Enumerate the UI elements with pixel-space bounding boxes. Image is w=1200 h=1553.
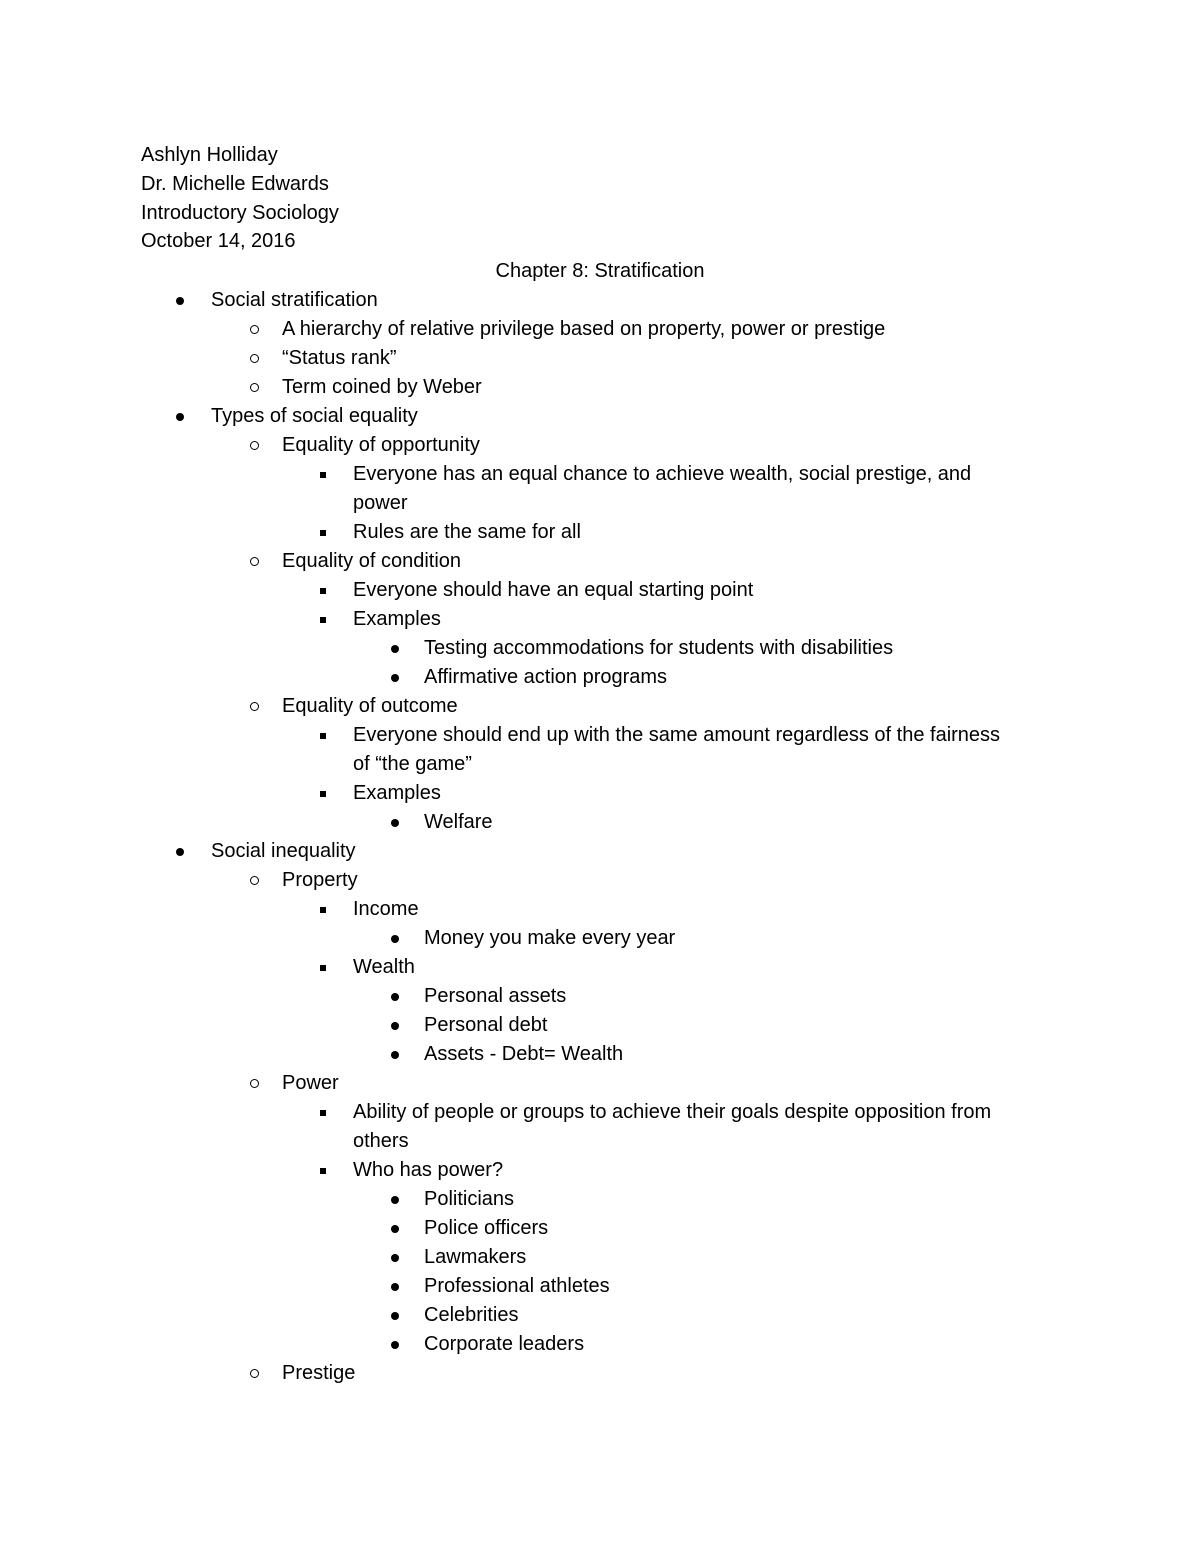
outline-item-level-3: Income: [353, 898, 419, 920]
outline-item-level-2: Property: [282, 869, 358, 891]
outline-item-continuation: others: [353, 1130, 409, 1152]
outline-item-level-3: Wealth: [353, 956, 415, 978]
outline-item-level-4: Lawmakers: [424, 1246, 527, 1268]
bullet-disc-icon: [391, 1283, 399, 1291]
bullet-circle-icon: [250, 1079, 259, 1088]
outline-item-level-2: Equality of outcome: [282, 695, 458, 717]
bullet-square-icon: [320, 1168, 326, 1174]
document-date: October 14, 2016: [141, 230, 296, 252]
author-name: Ashlyn Holliday: [141, 144, 278, 166]
outline-item-level-3: Everyone has an equal chance to achieve wealth, social prestige, and: [353, 463, 972, 485]
outline-item-level-2: Power: [282, 1072, 339, 1094]
outline-item-level-4: Professional athletes: [424, 1275, 610, 1297]
bullet-disc-icon: [391, 1254, 399, 1262]
outline-item-level-1: Social inequality: [211, 840, 356, 862]
bullet-disc-icon: [391, 1225, 399, 1233]
bullet-square-icon: [320, 530, 326, 536]
outline-item-level-4: Police officers: [424, 1217, 549, 1239]
bullet-disc-icon: [391, 993, 399, 1001]
bullet-circle-icon: [250, 354, 259, 363]
bullet-circle-icon: [250, 383, 259, 392]
outline-item-level-4: Personal debt: [424, 1014, 548, 1036]
outline-item-level-3: Examples: [353, 782, 441, 804]
bullet-circle-icon: [250, 441, 259, 450]
outline-item-level-3: Ability of people or groups to achieve their goals despite opposition from: [353, 1101, 992, 1123]
instructor-name: Dr. Michelle Edwards: [141, 173, 329, 195]
bullet-circle-icon: [250, 325, 259, 334]
bullet-disc-icon: [391, 1196, 399, 1204]
bullet-square-icon: [320, 791, 326, 797]
outline-item-level-2: Prestige: [282, 1362, 356, 1384]
outline-item-level-1: Social stratification: [211, 289, 378, 311]
outline-item-level-1: Types of social equality: [211, 405, 418, 427]
bullet-disc-icon: [391, 674, 399, 682]
outline-item-level-2: Term coined by Weber: [282, 376, 482, 398]
bullet-square-icon: [320, 617, 326, 623]
bullet-disc-icon: [391, 1022, 399, 1030]
outline-item-level-4: Money you make every year: [424, 927, 676, 949]
bullet-disc-icon: [391, 819, 399, 827]
bullet-square-icon: [320, 965, 326, 971]
outline-item-level-2: “Status rank”: [282, 347, 397, 369]
outline-item-level-2: A hierarchy of relative privilege based on property, power or prestige: [282, 318, 886, 340]
bullet-disc-icon: [176, 297, 184, 305]
bullet-disc-icon: [391, 935, 399, 943]
outline-item-level-3: Who has power?: [353, 1159, 504, 1181]
outline-item-continuation: power: [353, 492, 408, 514]
bullet-square-icon: [320, 1110, 326, 1116]
bullet-square-icon: [320, 733, 326, 739]
outline-item-level-4: Celebrities: [424, 1304, 519, 1326]
bullet-circle-icon: [250, 1369, 259, 1378]
outline-item-level-3: Rules are the same for all: [353, 521, 581, 543]
bullet-square-icon: [320, 588, 326, 594]
bullet-circle-icon: [250, 702, 259, 711]
outline-item-level-4: Assets - Debt= Wealth: [424, 1043, 624, 1065]
bullet-circle-icon: [250, 557, 259, 566]
bullet-disc-icon: [391, 1312, 399, 1320]
outline-item-level-4: Testing accommodations for students with disabilities: [424, 637, 894, 659]
bullet-disc-icon: [391, 645, 399, 653]
outline-item-continuation: of “the game”: [353, 753, 472, 775]
bullet-disc-icon: [176, 413, 184, 421]
outline-item-level-3: Everyone should have an equal starting point: [353, 579, 754, 601]
bullet-disc-icon: [391, 1051, 399, 1059]
outline-item-level-2: Equality of condition: [282, 550, 462, 572]
outline-item-level-4: Welfare: [424, 811, 493, 833]
course-name: Introductory Sociology: [141, 202, 339, 224]
outline-item-level-4: Personal assets: [424, 985, 567, 1007]
bullet-square-icon: [320, 907, 326, 913]
outline-item-level-3: Everyone should end up with the same amount regardless of the fairness: [353, 724, 1001, 746]
bullet-square-icon: [320, 472, 326, 478]
outline-item-level-4: Corporate leaders: [424, 1333, 585, 1355]
bullet-circle-icon: [250, 876, 259, 885]
outline-item-level-2: Equality of opportunity: [282, 434, 480, 456]
bullet-disc-icon: [391, 1341, 399, 1349]
outline-item-level-3: Examples: [353, 608, 441, 630]
bullet-disc-icon: [176, 848, 184, 856]
page-title: Chapter 8: Stratification: [495, 260, 705, 282]
outline-item-level-4: Affirmative action programs: [424, 666, 668, 688]
outline-item-level-4: Politicians: [424, 1188, 515, 1210]
